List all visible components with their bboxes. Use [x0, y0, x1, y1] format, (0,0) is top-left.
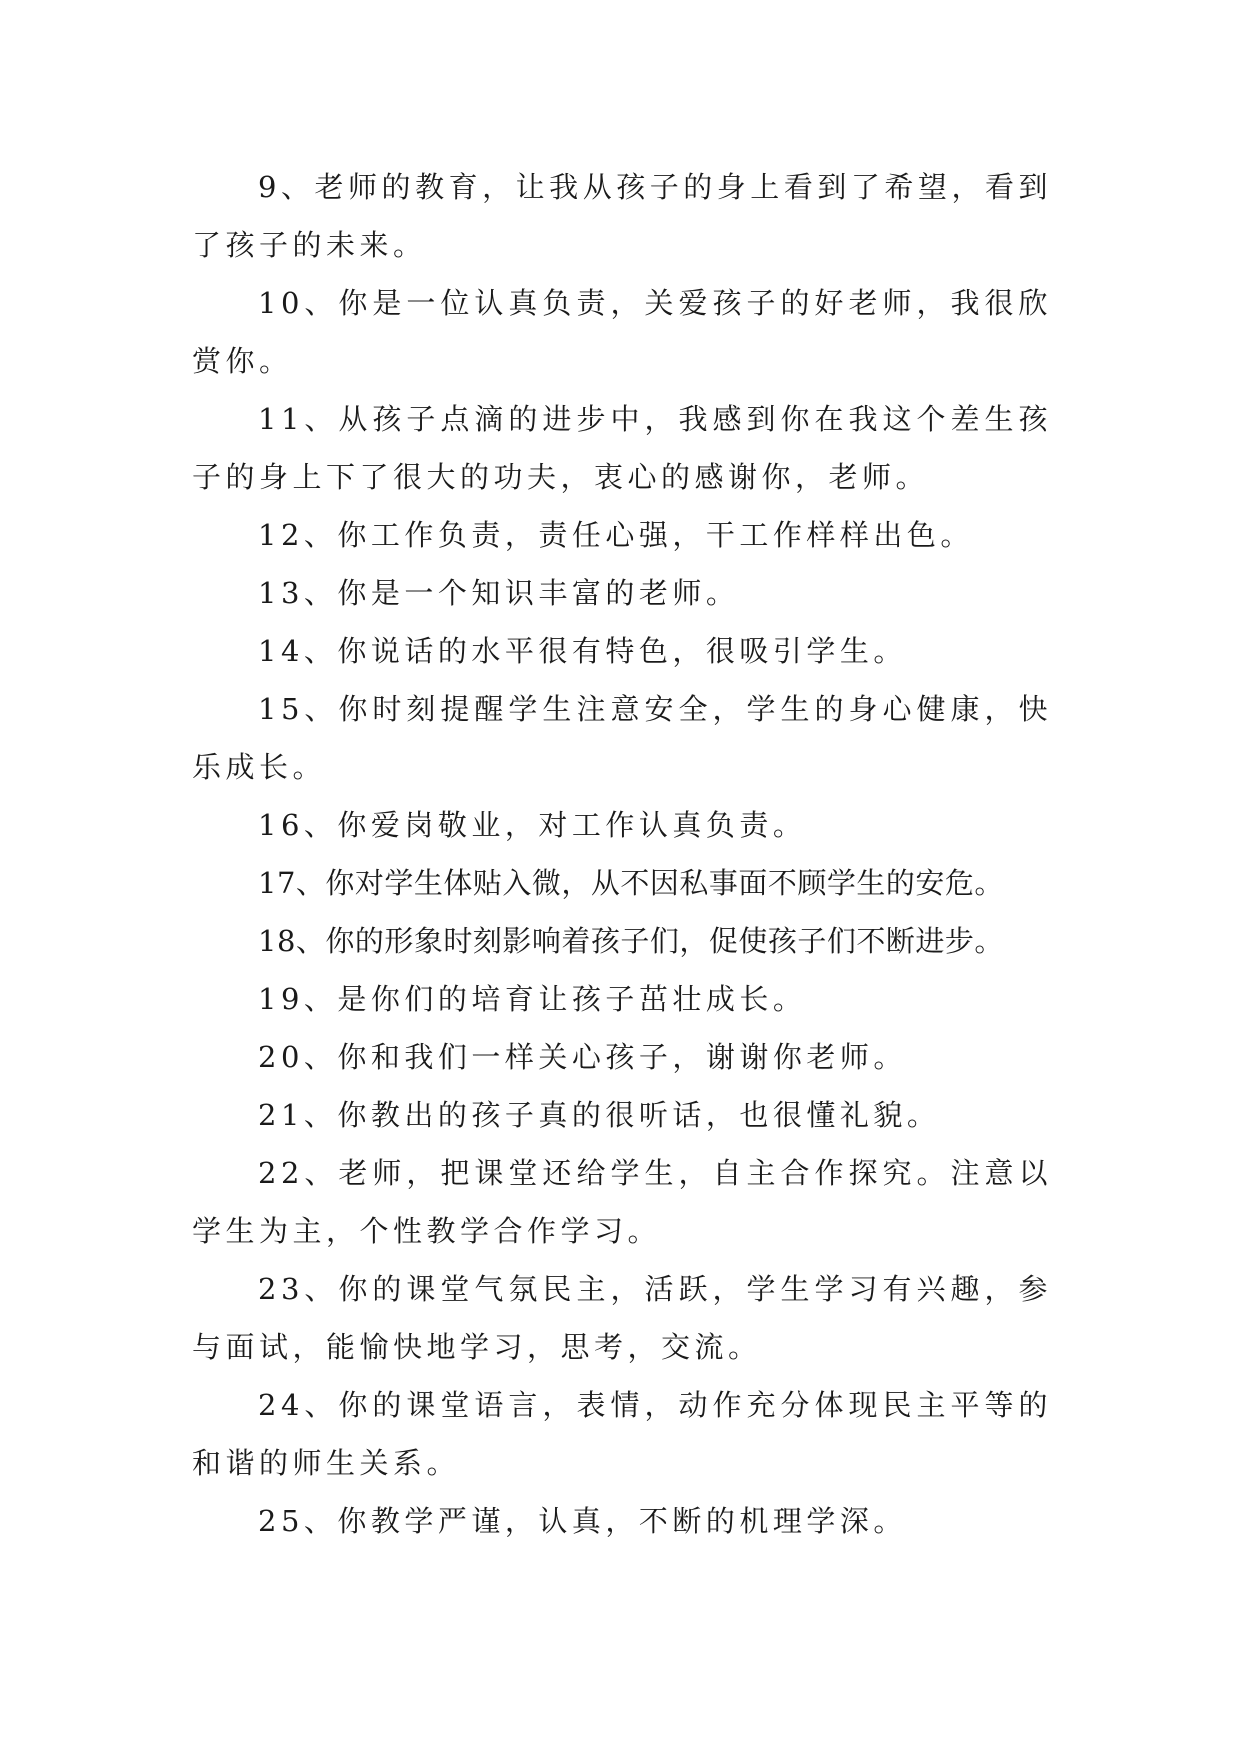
paragraph-14: 14、你说话的水平很有特色，很吸引学生。	[258, 634, 907, 668]
paragraph-16: 16、你爱岗敬业，对工作认真负责。	[258, 808, 807, 842]
document-body	[192, 158, 1052, 1550]
paragraph-9: 9、老师的教育，让我从孩子的身上看到了希望，看到了孩子的未来。	[192, 170, 1052, 262]
paragraph-21: 21、你教出的孩子真的很听话，也很懂礼貌。	[258, 1098, 941, 1132]
paragraph-10: 10、你是一位认真负责，关爱孩子的好老师，我很欣赏你。	[192, 286, 1052, 378]
paragraph-12: 12、你工作负责，责任心强，干工作样样出色。	[258, 518, 974, 552]
paragraph-23: 23、你的课堂气氛民主，活跃，学生学习有兴趣，参与面试，能愉快地学习，思考，交流。	[192, 1272, 1052, 1364]
paragraph-25: 25、你教学严谨，认真，不断的机理学深。	[258, 1504, 907, 1538]
paragraph-13: 13、你是一个知识丰富的老师。	[258, 576, 740, 610]
paragraph-17: 17、你对学生体贴入微，从不因私事面不顾学生的安危。	[258, 866, 1004, 900]
paragraph-18: 18、你的形象时刻影响着孩子们，促使孩子们不断进步。	[258, 924, 1004, 958]
paragraph-15: 15、你时刻提醒学生注意安全，学生的身心健康，快乐成长。	[192, 692, 1052, 784]
paragraph-11: 11、从孩子点滴的进步中，我感到你在我这个差生孩子的身上下了很大的功夫，衷心的感谢你，老师。	[192, 402, 1052, 494]
paragraph-19: 19、是你们的培育让孩子茁壮成长。	[258, 982, 807, 1016]
paragraph-22: 22、老师，把课堂还给学生，自主合作探究。注意以学生为主，个性教学合作学习。	[192, 1156, 1052, 1248]
paragraph-20: 20、你和我们一样关心孩子，谢谢你老师。	[258, 1040, 907, 1074]
paragraph-24: 24、你的课堂语言，表情，动作充分体现民主平等的和谐的师生关系。	[192, 1388, 1052, 1480]
